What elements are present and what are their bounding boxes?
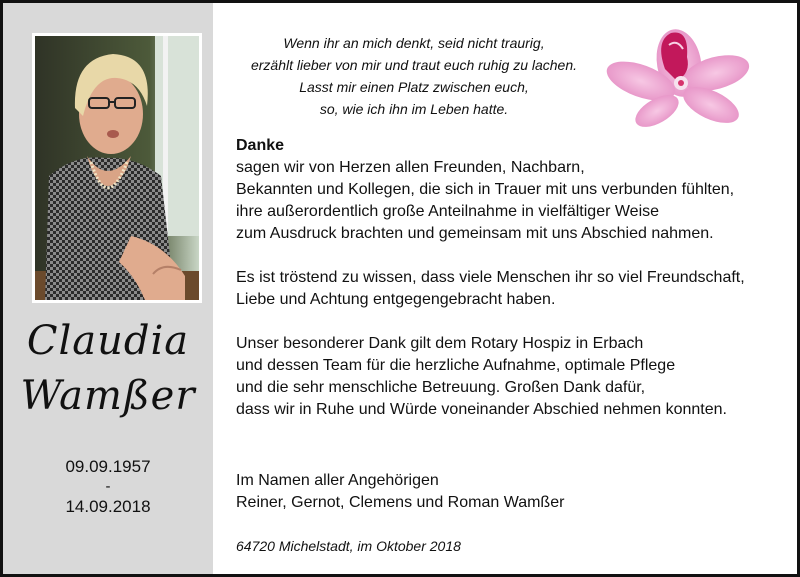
message-line: Bekannten und Kollegen, die sich in Trauer mit uns verbunden fühlten, <box>236 181 735 198</box>
signoff <box>236 470 564 514</box>
signoff-names: Reiner, Gernot, Clemens und Roman Wamßer <box>236 494 565 511</box>
first-name: Claudia <box>26 318 190 364</box>
date-separator: - <box>105 478 111 495</box>
message-line: und dessen Team für die herzliche Aufnahme, optimale Pflege <box>236 357 676 374</box>
message-line: Liebe und Achtung entgegengebracht haben. <box>236 291 556 308</box>
poem <box>229 32 599 120</box>
message-line: sagen wir von Herzen allen Freunden, Nachbarn, <box>236 159 585 176</box>
poem-line: Lasst mir einen Platz zwischen euch, <box>299 79 529 95</box>
last-name: Wamßer <box>20 373 196 419</box>
place-date: 64720 Michelstadt, im Oktober 2018 <box>236 538 461 554</box>
message-line: dass wir in Ruhe und Würde voneinander Abschied nehmen konnten. <box>236 401 727 418</box>
poem-line: erzählt lieber von mir und traut euch ruhig zu lachen. <box>250 57 578 73</box>
death-date: 14.09.2018 <box>65 497 151 516</box>
portrait-photo <box>32 33 202 303</box>
message-paragraph <box>236 157 786 245</box>
message-line: zum Ausdruck brachten und gemeinsam mit uns Abschied nahmen. <box>236 225 714 242</box>
message-line: Unser besonderer Dank gilt dem Rotary Hospiz in Erbach <box>236 335 644 352</box>
thank-you-message <box>236 135 786 443</box>
message-paragraph <box>236 333 786 421</box>
signoff-line: Im Namen aller Angehörigen <box>236 472 439 489</box>
orchid-flower-icon <box>591 23 756 135</box>
message-line: ihre außerordentlich große Anteilnahme in vielfältiger Weise <box>236 203 660 220</box>
poem-line: so, wie ich ihn im Leben hatte. <box>319 101 509 117</box>
message-paragraph <box>236 267 786 311</box>
poem-line: Wenn ihr an mich denkt, seid nicht traurig, <box>283 35 545 51</box>
birth-date: 09.09.1957 <box>65 457 151 476</box>
sidebar <box>3 3 213 574</box>
message-heading: Danke <box>236 137 285 154</box>
message-line: Es ist tröstend zu wissen, dass viele Menschen ihr so viel Freundschaft, <box>236 269 745 286</box>
message-line: und die sehr menschliche Betreuung. Großen Dank dafür, <box>236 379 646 396</box>
